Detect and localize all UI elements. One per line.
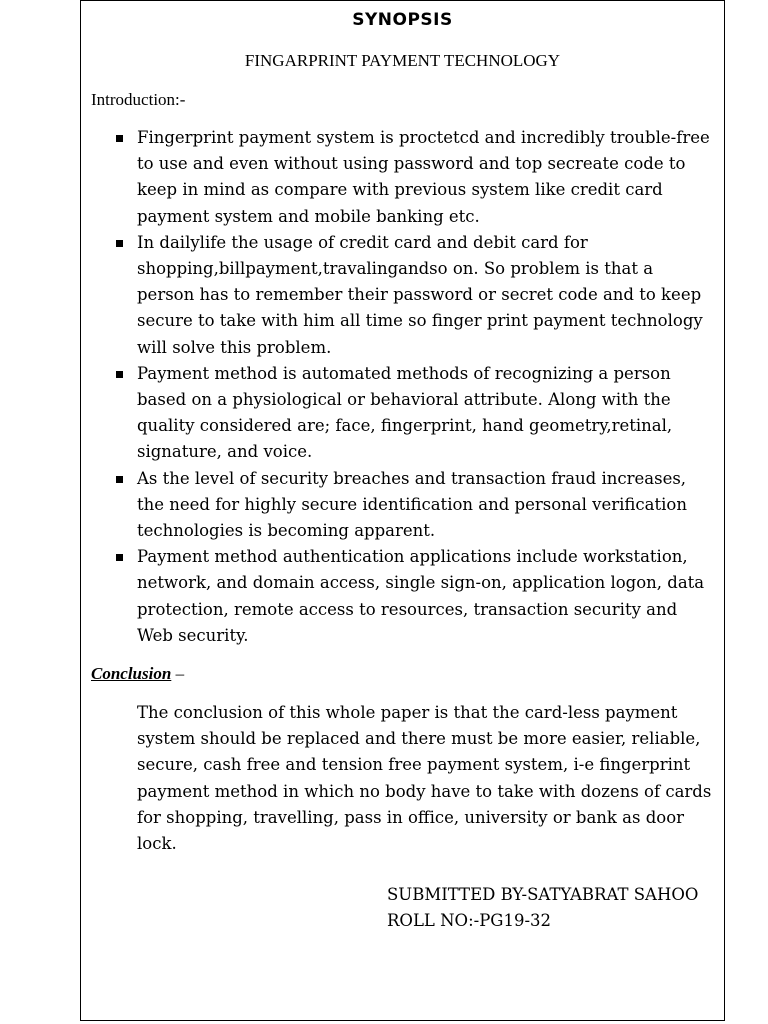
list-item [111, 125, 715, 230]
conclusion-dash: – [171, 664, 185, 683]
square-bullet-icon [116, 554, 123, 561]
introduction-heading: Introduction:- [91, 90, 186, 109]
square-bullet-icon [116, 371, 123, 378]
list-item [111, 361, 715, 466]
square-bullet-icon [116, 135, 123, 142]
list-item-text: In dailylife the usage of credit card and debit card for shopping,billpayment,travalingandso on. So problem is that a person has to remember their password or secret code and to keep secure to take with him all time so finger print payment technology will solve this problem. [137, 232, 703, 357]
submission-block [387, 882, 698, 934]
square-bullet-icon [116, 476, 123, 483]
introduction-bullet-list [111, 125, 715, 649]
conclusion-label: Conclusion [91, 664, 172, 683]
document-page [80, 0, 725, 1021]
conclusion-heading [91, 664, 184, 684]
submitted-by: SUBMITTED BY-SATYABRAT SAHOO [387, 885, 699, 904]
list-item-text: Payment method authentication applications include workstation, network, and domain access, single sign-on, application logon, data protection, remote access to resources, transaction security and Web security. [137, 547, 705, 645]
document-title: SYNOPSIS [352, 10, 453, 30]
roll-number: ROLL NO:-PG19-32 [387, 911, 552, 930]
list-item-text: As the level of security breaches and transaction fraud increases, the need for highly secure identification and personal verification technologies is becoming apparent. [137, 468, 687, 541]
list-item-text: Payment method is automated methods of recognizing a person based on a physiological or behavioral attribute. Along with the quality considered are; face, fingerprint, hand geometry,retinal, signature, and voice. [137, 363, 673, 462]
conclusion-paragraph: The conclusion of this whole paper is that the card-less payment system should be replaced and there must be more easier, reliable, secure, cash free and tension free payment system, i-e fingerprint payment method in which no body have to take with dozens of cards for shopping, travelling, pass in office, university or bank as door lock. [137, 703, 712, 854]
document-subtitle: FINGARPRINT PAYMENT TECHNOLOGY [244, 51, 561, 70]
list-item [111, 230, 715, 361]
list-item [111, 544, 715, 649]
square-bullet-icon [116, 240, 123, 247]
list-item-text: Fingerprint payment system is proctetcd and incredibly trouble-free to use and even without using password and top secreate code to keep in mind as compare with previous system like credit card payment system and mobile banking etc. [137, 128, 710, 226]
list-item [111, 466, 715, 545]
